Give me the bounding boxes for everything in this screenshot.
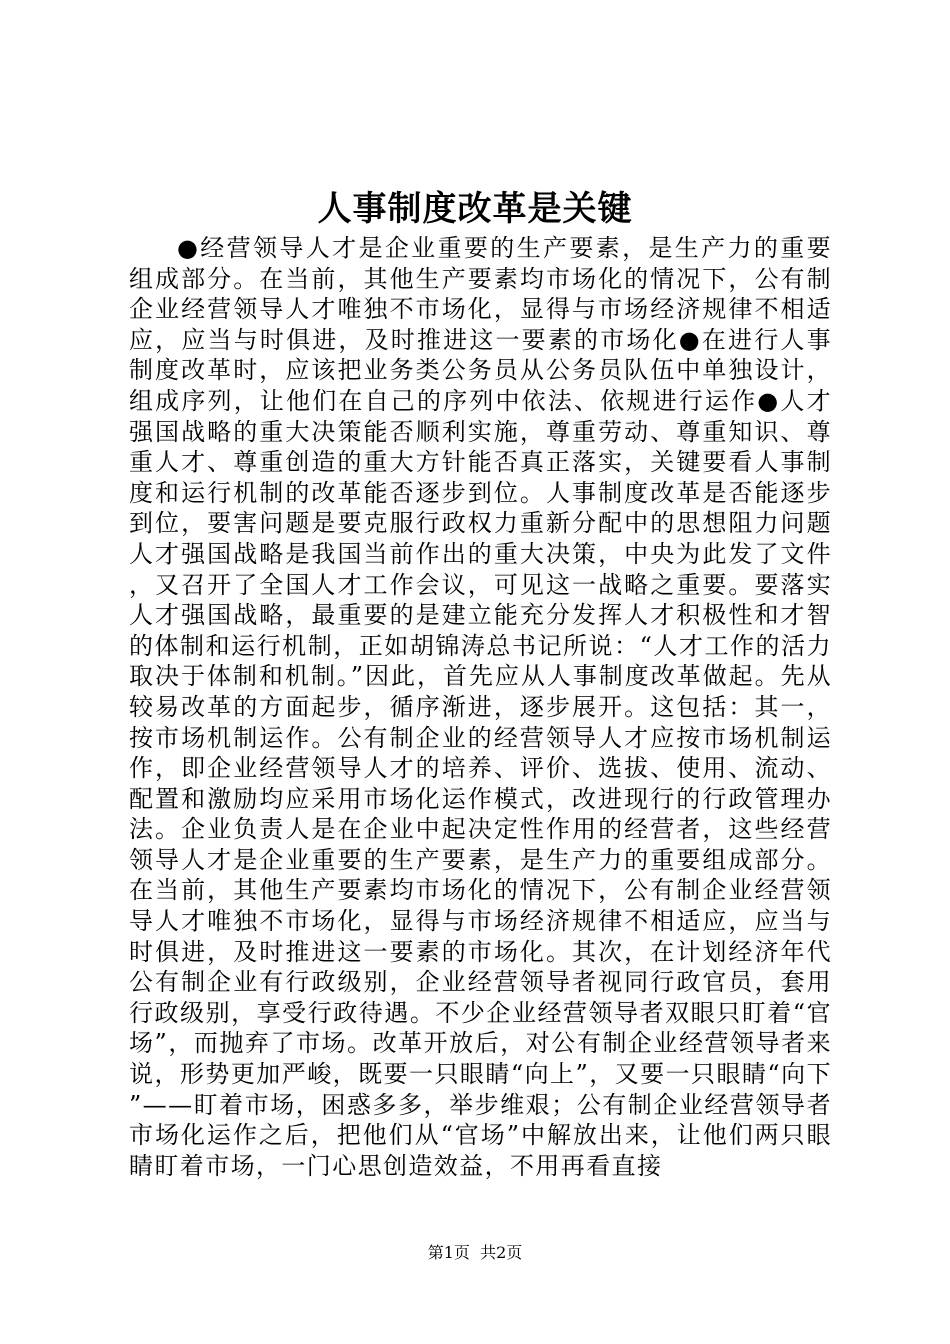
- document-body: ●经营领导人才是企业重要的生产要素，是生产力的重要组成部分。在当前，其他生产要素均市场化的情况下，公有制企业经营领导人才唯独不市场化，显得与市场经济规律不相适应，应当与时俱进，及时推进这一要素的市场化●在进行人事制度改革时，应该把业务类公务员从公务员队伍中单独设计，组成序列，让他们在自己的序列中依法、依规进行运作●人才强国战略的重大决策能否顺利实施，尊重劳动、尊重知识、尊重人才、尊重创造的重大方针能否真正落实，关键要看人事制度和运行机制的改革能否逐步到位。人事制度改革是否能逐步到位，要害问题是要克服行政权力重新分配中的思想阻力问题人才强国战略是我国当前作出的重大决策，中央为此发了文件，又召开了全国人才工作会议，可见这一战略之重要。要落实人才强国战略，最重要的是建立能充分发挥人才积极性和才智的体制和运行机制，正如胡锦涛总书记所说：“人才工作的活力取决于体制和机制。”因此，首先应从人事制度改革做起。先从较易改革的方面起步，循序渐进，逐步展开。这包括：其一，按市场机制运作。公有制企业的经营领导人才应按市场机制运作，即企业经营领导人才的培养、评价、选拔、使用、流动、配置和激励均应采用市场化运作模式，改进现行的行政管理办法。企业负责人是在企业中起决定性作用的经营者，这些经营领导人才是企业重要的生产要素，是生产力的重要组成部分。在当前，其他生产要素均市场化的情况下，公有制企业经营领导人才唯独不市场化，显得与市场经济规律不相适应，应当与时俱进，及时推进这一要素的市场化。其次，在计划经济年代公有制企业有行政级别，企业经营领导者视同行政官员，套用行政级别，享受行政待遇。不少企业经营领导者双眼只盯着“官场”，而抛弃了市场。改革开放后，对公有制企业经营领导者来说，形势更加严峻，既要一只眼睛“向上”，又要一只眼睛“向下”——盯着市场，困惑多多，举步维艰；公有制企业经营领导者市场化运作之后，把他们从“官场”中解放出来，让他们两只眼睛盯着市场，一门心思创造效益，不用再看直接: [129, 234, 832, 1180]
- page-number: 第1页 共2页: [427, 1243, 523, 1262]
- document-title: 人事制度改革是关键: [317, 189, 633, 229]
- page-footer: [0, 1243, 950, 1263]
